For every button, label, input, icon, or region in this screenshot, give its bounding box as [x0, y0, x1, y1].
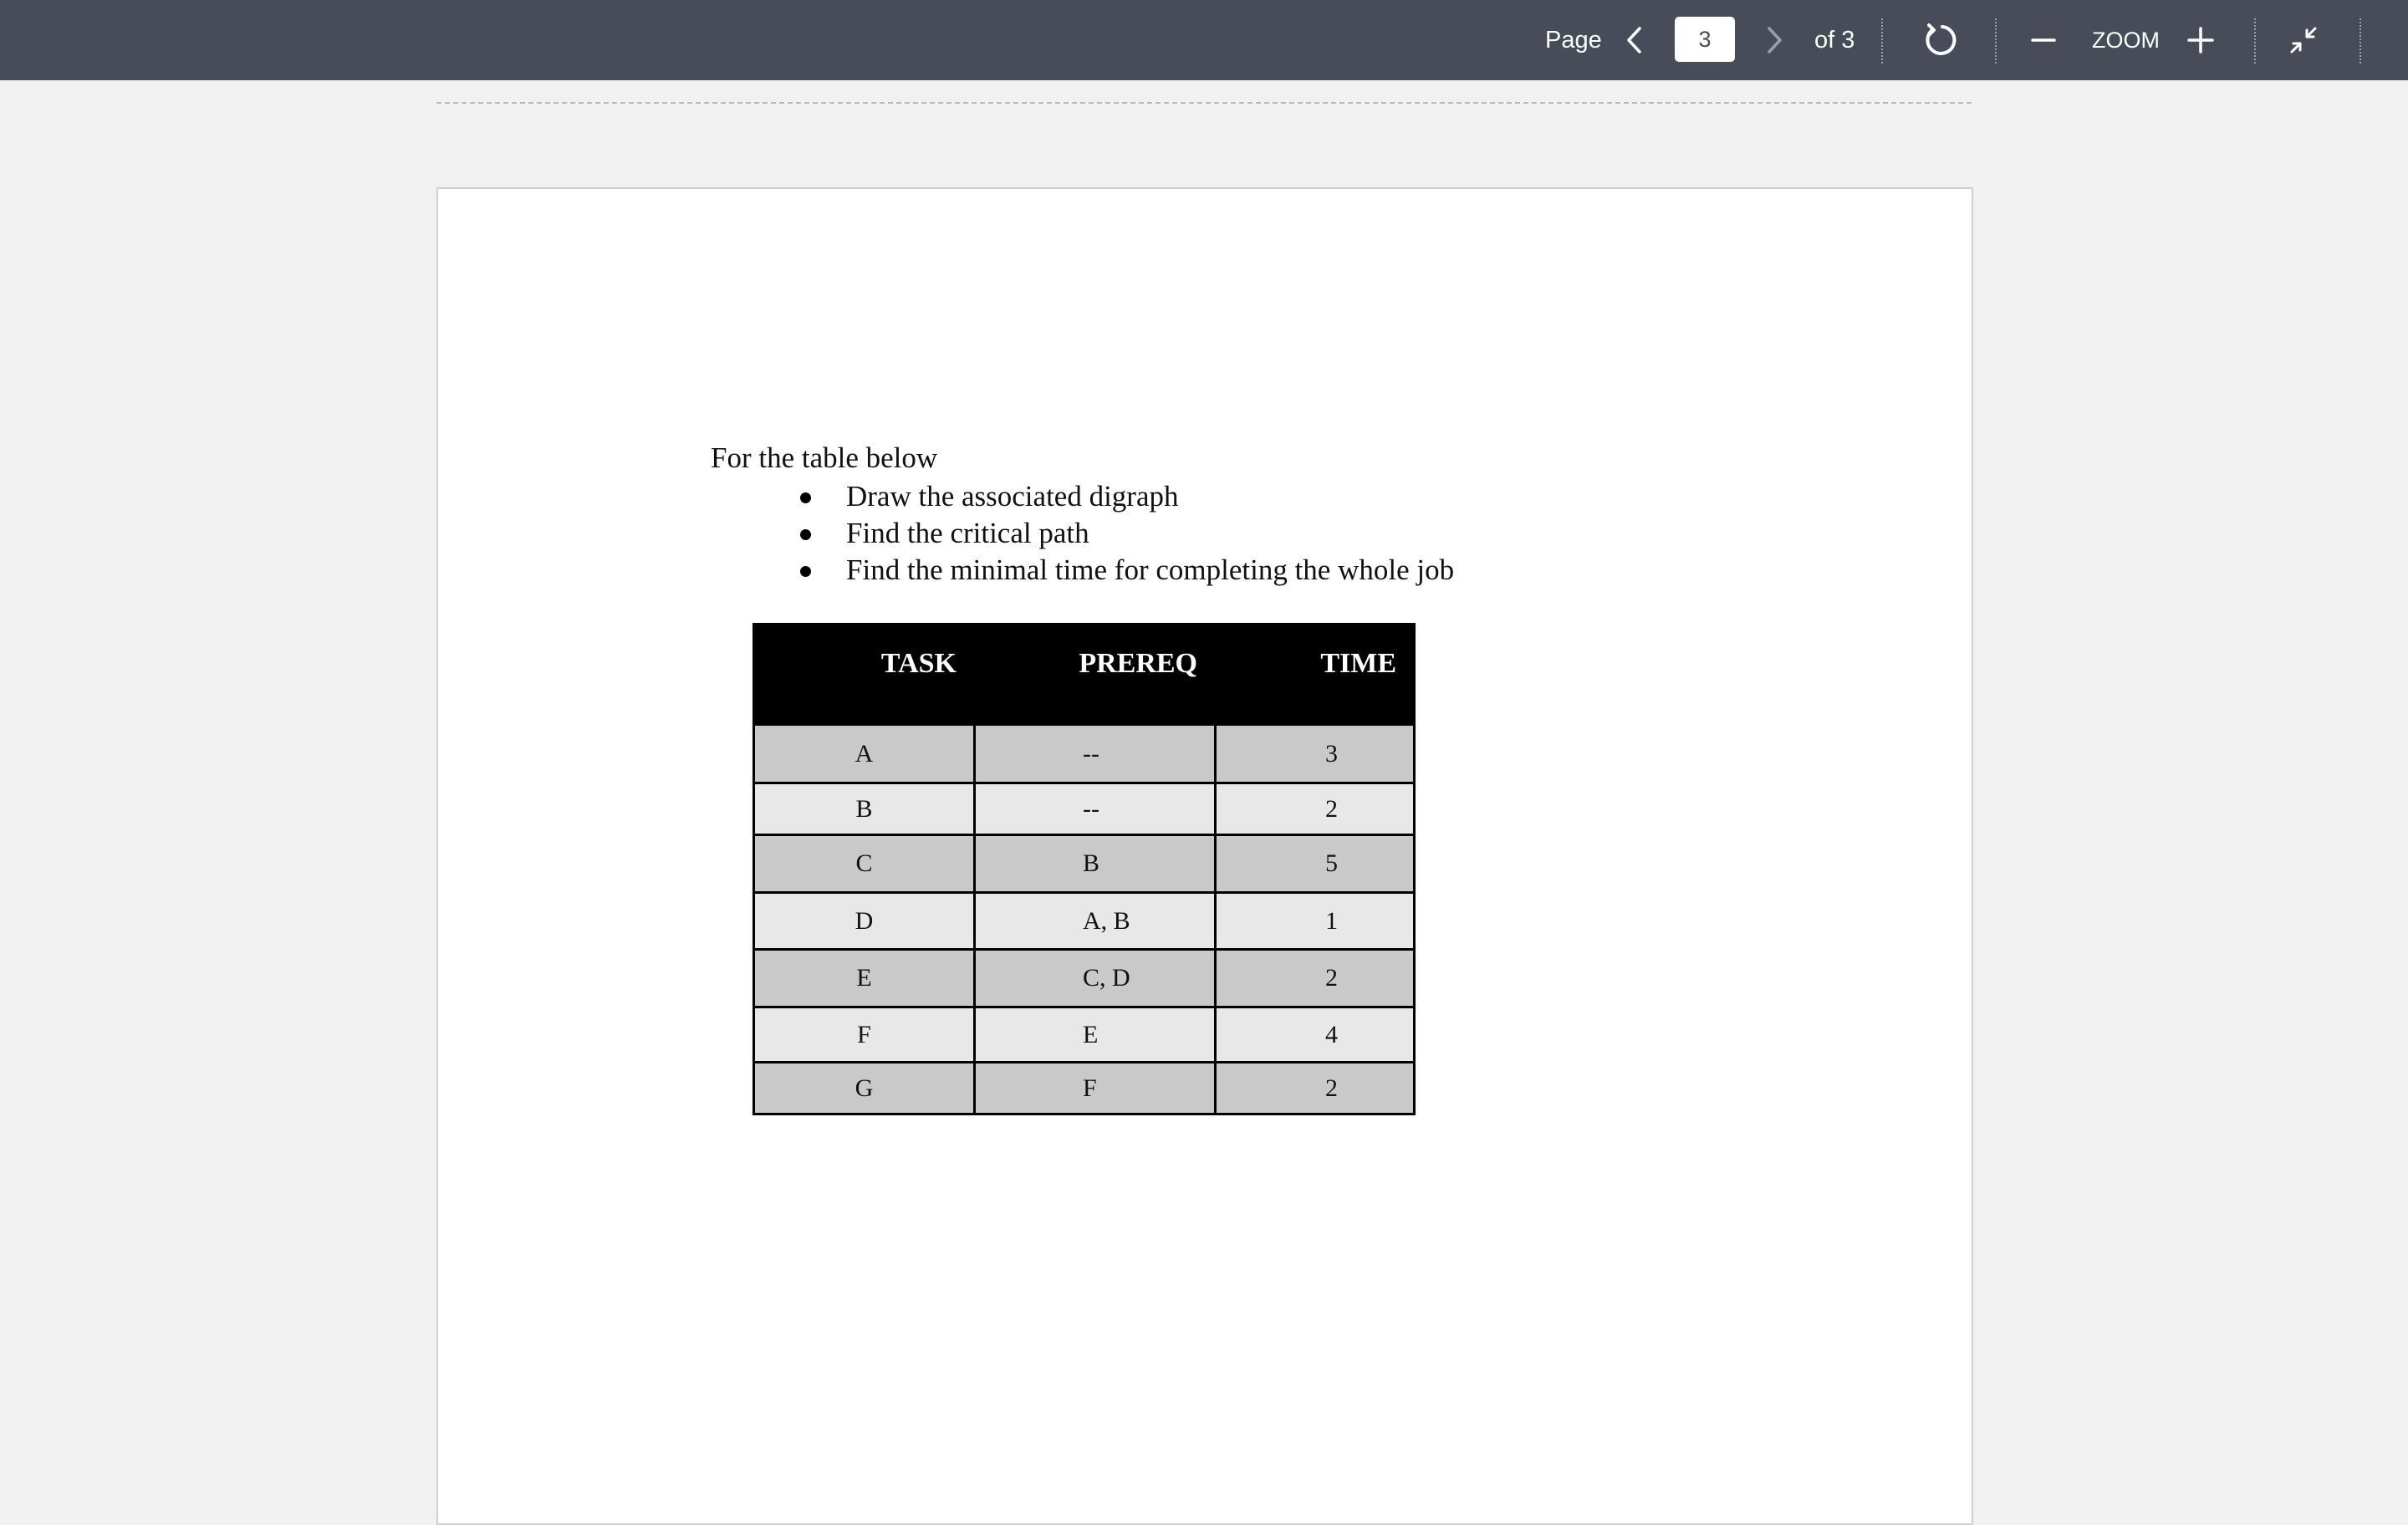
toolbar-divider: [2254, 18, 2256, 64]
task-list: [798, 478, 1454, 589]
zoom-label: ZOOM: [2092, 28, 2160, 53]
task-cell: A: [754, 725, 975, 783]
prereq-cell: B: [975, 835, 1216, 893]
table-header-row: [754, 625, 1415, 725]
table-row: [754, 725, 1415, 783]
bullet-icon: [800, 566, 811, 577]
toolbar-divider: [2360, 18, 2361, 64]
plus-icon: [2186, 26, 2215, 54]
prereq-cell: C, D: [975, 950, 1216, 1007]
task-cell: G: [754, 1063, 975, 1114]
task-cell: F: [754, 1007, 975, 1063]
time-cell: 4: [1216, 1007, 1415, 1063]
page-number-input[interactable]: [1675, 17, 1735, 62]
task-cell: D: [754, 893, 975, 950]
zoom-out-button[interactable]: [2018, 15, 2069, 65]
time-cell: 2: [1216, 950, 1415, 1007]
prereq-cell: --: [975, 725, 1216, 783]
toolbar-divider: [1995, 18, 1997, 64]
list-item: [798, 515, 1454, 552]
list-item-text: Draw the associated digraph: [846, 480, 1179, 513]
task-cell: E: [754, 950, 975, 1007]
list-item: [798, 552, 1454, 589]
task-table: [752, 623, 1416, 1115]
table-row: [754, 1007, 1415, 1063]
time-cell: 3: [1216, 725, 1415, 783]
prereq-cell: A, B: [975, 893, 1216, 950]
chevron-right-icon: [1762, 25, 1787, 55]
bullet-icon: [800, 492, 811, 503]
list-item-text: Find the minimal time for completing the whole job: [846, 553, 1455, 586]
chevron-left-icon: [1622, 25, 1647, 55]
toolbar-divider: [1881, 18, 1883, 64]
page-count-label: of 3: [1814, 27, 1855, 54]
previous-page-button[interactable]: [1610, 15, 1660, 65]
page-break-line: [436, 102, 1972, 104]
list-item: [798, 478, 1454, 515]
bullet-icon: [800, 529, 811, 540]
rotate-button[interactable]: [1915, 15, 1965, 65]
rotate-icon: [1921, 22, 1958, 59]
time-cell: 1: [1216, 893, 1415, 950]
prereq-cell: F: [975, 1063, 1216, 1114]
next-page-button[interactable]: [1749, 15, 1799, 65]
table-row: [754, 835, 1415, 893]
column-header-prereq: PREREQ: [975, 625, 1216, 725]
minimize-arrows-icon: [2287, 23, 2320, 57]
minus-icon: [2030, 27, 2057, 54]
table-row: [754, 893, 1415, 950]
table-row: [754, 1063, 1415, 1114]
list-item-text: Find the critical path: [846, 517, 1089, 549]
table-row: [754, 783, 1415, 835]
page-label: Page: [1545, 27, 1602, 54]
exit-fullscreen-button[interactable]: [2278, 15, 2329, 65]
instruction-text: For the table below: [711, 441, 938, 474]
table-row: [754, 950, 1415, 1007]
task-cell: C: [754, 835, 975, 893]
column-header-task: TASK: [754, 625, 975, 725]
prereq-cell: E: [975, 1007, 1216, 1063]
column-header-time: TIME: [1216, 625, 1415, 725]
task-cell: B: [754, 783, 975, 835]
time-cell: 2: [1216, 1063, 1415, 1114]
prereq-cell: --: [975, 783, 1216, 835]
time-cell: 5: [1216, 835, 1415, 893]
viewer-toolbar: [0, 0, 2408, 80]
time-cell: 2: [1216, 783, 1415, 835]
zoom-in-button[interactable]: [2176, 15, 2226, 65]
